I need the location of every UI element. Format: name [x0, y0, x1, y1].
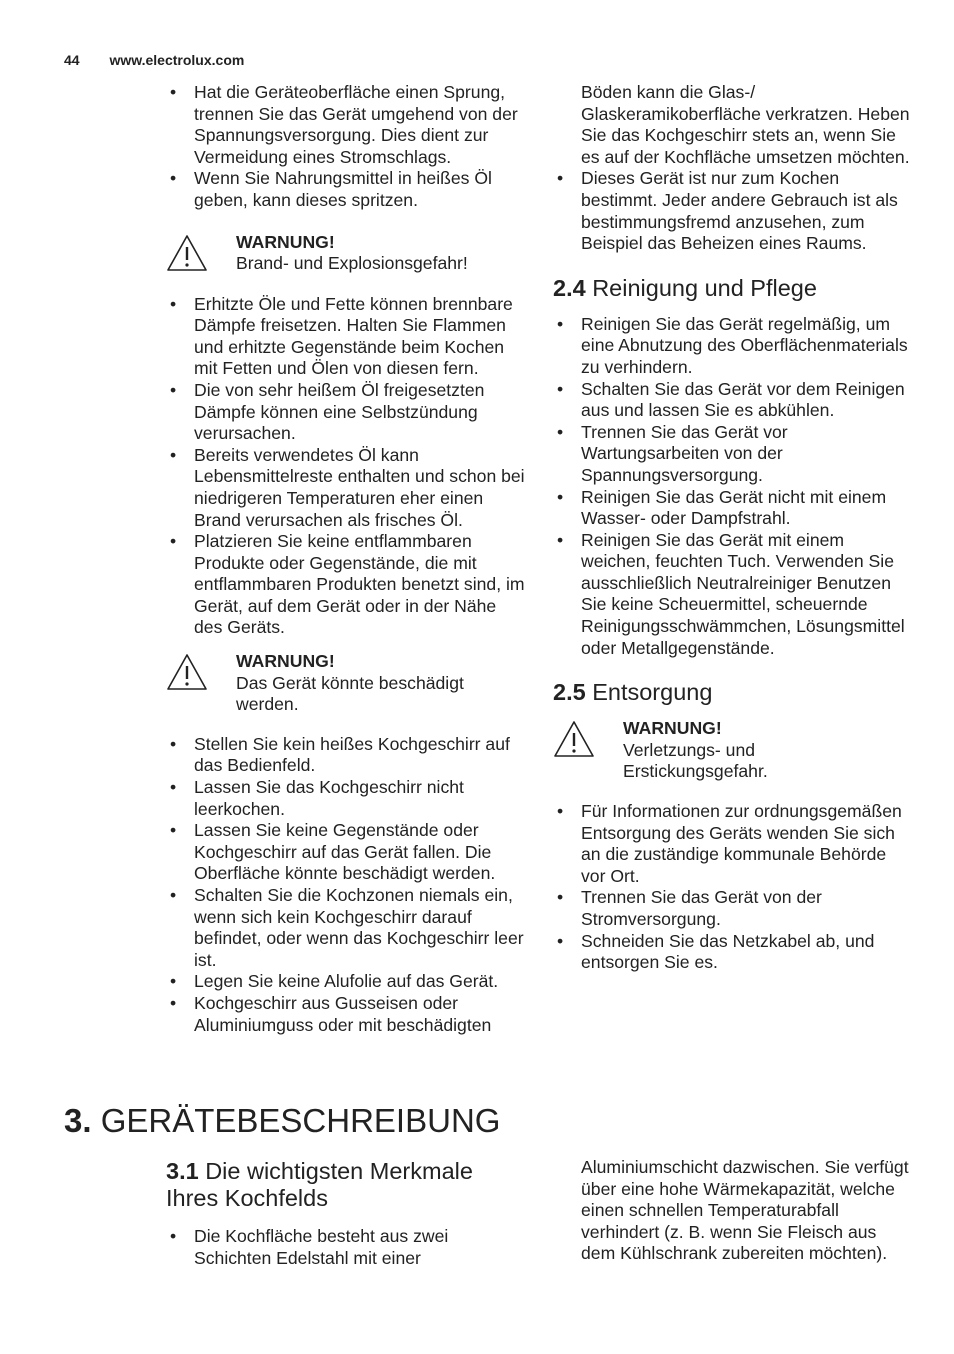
list-item: • Lassen Sie das Kochgeschirr nicht leerkochen.: [166, 777, 526, 820]
bullet-list: [166, 82, 526, 212]
list-item: • Trennen Sie das Gerät von der Stromversorgung.: [553, 887, 913, 930]
bullet-list: [166, 294, 526, 640]
section-title: Entsorgung: [592, 679, 713, 706]
list-item: • Die von sehr heißem Öl freigesetzten Dämpfe können eine Selbstzündung verursachen.: [166, 380, 526, 445]
warning-text: Das Gerät könnte beschädigt werden.: [236, 672, 464, 715]
section-title: Die wichtigsten Merkmale Ihres Kochfelds: [166, 1158, 473, 1211]
warning-triangle-icon: [553, 720, 595, 758]
list-item: • Reinigen Sie das Gerät mit einem weichen, feuchten Tuch. Verwenden Sie ausschließlich Neutralreiniger Benutzen Sie keine Scheuermittel, scheuernde Reinigungsschwämmchen, Lösungsmittel oder Metallgegenstände.: [553, 530, 913, 660]
list-item: • Schalten Sie die Kochzonen niemals ein, wenn sich kein Kochgeschirr darauf befindet, oder wenn das Kochgeschirr leer ist.: [166, 885, 526, 971]
list-item: • Die Kochfläche besteht aus zwei Schichten Edelstahl mit einer: [166, 1226, 478, 1269]
list-item: • Kochgeschirr aus Gusseisen oder Aluminiumguss oder mit beschädigten: [166, 993, 526, 1036]
list-item: • Bereits verwendetes Öl kann Lebensmittelreste enthalten und schon bei niedrigeren Temperaturen eher einen Brand verursachen als frisches Öl.: [166, 445, 526, 531]
list-item: • Trennen Sie das Gerät vor Wartungsarbeiten von der Spannungsversorgung.: [553, 422, 913, 487]
continued-paragraph: Aluminiumschicht dazwischen. Sie verfügt über eine hohe Wärmekapazität, welche einen schnellen Temperaturabfall verhindert (z. B. wenn Sie Fleisch aus dem Kühlschrank zubereiten möchten).: [581, 1157, 909, 1264]
section-number: 3.1: [166, 1158, 199, 1184]
bullet-list: [166, 734, 526, 1036]
bullet-list: [553, 801, 913, 974]
list-item: • Schneiden Sie das Netzkabel ab, und entsorgen Sie es.: [553, 931, 913, 974]
list-item: • Lassen Sie keine Gegenstände oder Kochgeschirr auf das Gerät fallen. Die Oberfläche könnte beschädigt werden.: [166, 820, 526, 885]
chapter-right-column: [553, 1157, 913, 1265]
list-item: • Schalten Sie das Gerät vor dem Reinigen aus und lassen Sie es abkühlen.: [553, 379, 913, 422]
warning-title: WARNUNG!: [236, 651, 335, 672]
list-item: • Wenn Sie Nahrungsmittel in heißes Öl geben, kann dieses spritzen.: [166, 168, 526, 211]
page-header: [64, 52, 244, 68]
warning-box: [166, 232, 526, 276]
chapter-left-column: [166, 1158, 506, 1269]
warning-title: WARNUNG!: [236, 231, 335, 252]
list-item: • Für Informationen zur ordnungsgemäßen Entsorgung des Geräts wenden Sie sich an die zuständige kommunale Behörde vor Ort.: [553, 801, 913, 887]
bullet-list: [553, 168, 913, 254]
section-title: Reinigung und Pflege: [592, 274, 817, 301]
warning-title: WARNUNG!: [623, 718, 722, 739]
list-item: • Legen Sie keine Alufolie auf das Gerät.: [166, 971, 526, 993]
continued-paragraph: Böden kann die Glas-/ Glaskeramikoberfläche verkratzen. Heben Sie das Kochgeschirr stets an, wenn Sie es auf der Kochfläche umsetzen möchten.: [581, 82, 910, 167]
list-item: • Stellen Sie kein heißes Kochgeschirr auf das Bedienfeld.: [166, 734, 526, 777]
chapter-number: 3.: [64, 1102, 92, 1139]
warning-box: [166, 651, 526, 716]
section-number: 2.4: [553, 274, 586, 301]
left-column: [166, 82, 526, 1036]
warning-text: Verletzungs- und Erstickungsgefahr.: [623, 739, 768, 782]
section-heading: [553, 275, 913, 302]
page-number: 44: [64, 52, 80, 68]
chapter-title: GERÄTEBESCHREIBUNG: [100, 1102, 501, 1139]
warning-triangle-icon: [166, 234, 208, 272]
list-item: • Erhitzte Öle und Fette können brennbare Dämpfe freisetzen. Halten Sie Flammen und erhitzte Gegenstände beim Kochen mit Fetten und Ölen von diesen fern.: [166, 294, 526, 380]
list-item: • Platzieren Sie keine entflammbaren Produkte oder Gegenstände, die mit entflammbaren Produkten benetzt sind, im Gerät, auf dem Gerät oder in der Nähe des Geräts.: [166, 531, 526, 639]
warning-box: [553, 718, 913, 783]
warning-text: Brand- und Explosionsgefahr!: [236, 253, 468, 274]
right-column: [553, 82, 913, 974]
section-number: 2.5: [553, 679, 586, 706]
bullet-list: [553, 314, 913, 660]
list-item: • Dieses Gerät ist nur zum Kochen bestimmt. Jeder andere Gebrauch ist als bestimmungsfremd anzusehen, zum Beispiel das Beheizen eines Raums.: [553, 168, 913, 254]
website-url: www.electrolux.com: [109, 52, 245, 68]
section-heading: [553, 679, 913, 706]
bullet-list: [166, 1226, 478, 1269]
list-item: • Hat die Geräteoberfläche einen Sprung, trennen Sie das Gerät umgehend von der Spannungsversorgung. Dies dient zur Vermeidung eines Stromschlags.: [166, 82, 526, 168]
list-item: • Reinigen Sie das Gerät regelmäßig, um eine Abnutzung des Oberflächenmaterials zu verhindern.: [553, 314, 913, 379]
section-heading: [166, 1158, 506, 1212]
chapter-heading: [64, 1101, 500, 1141]
warning-triangle-icon: [166, 653, 208, 691]
list-item: • Reinigen Sie das Gerät nicht mit einem Wasser- oder Dampfstrahl.: [553, 487, 913, 530]
